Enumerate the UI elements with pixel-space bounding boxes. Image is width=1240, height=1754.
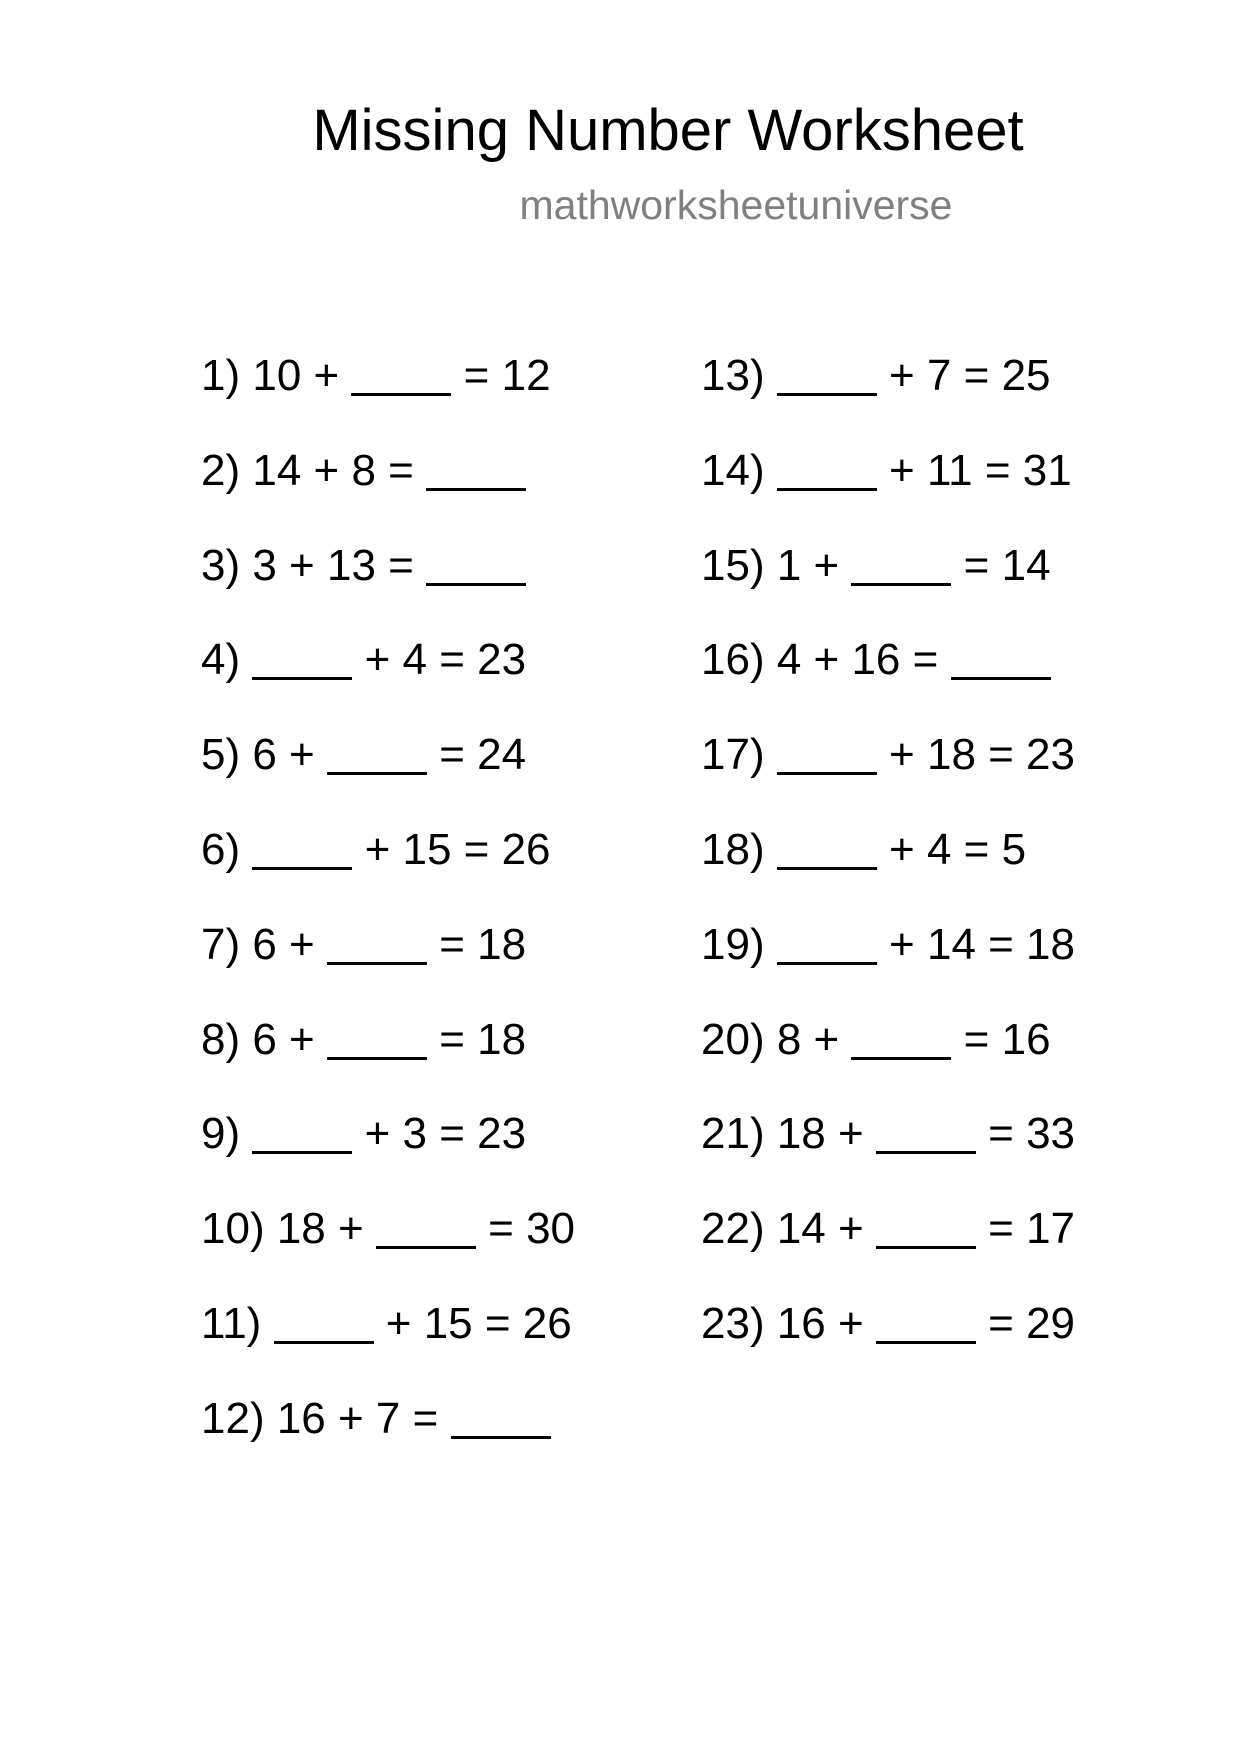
problem-10: [201, 1201, 575, 1296]
problem-number: 20): [701, 1014, 765, 1064]
answer-blank[interactable]: [351, 389, 451, 396]
problem-number: 9): [201, 1109, 241, 1159]
problem-after: = 30: [475, 1204, 576, 1254]
problem-number: 13): [701, 351, 765, 400]
problem-9: [201, 1106, 575, 1201]
problem-after: = 18: [426, 919, 527, 969]
answer-blank[interactable]: [252, 863, 352, 870]
problem-before: 1 +: [776, 540, 852, 590]
answer-blank[interactable]: [876, 1147, 976, 1154]
problem-after: + 4 = 23: [352, 635, 527, 685]
problem-after: + 4 = 5: [876, 824, 1027, 874]
problem-number: 21): [701, 1109, 765, 1159]
problem-number: 16): [701, 635, 765, 685]
answer-blank[interactable]: [252, 1147, 352, 1154]
answer-blank[interactable]: [777, 389, 877, 396]
problem-before: 18 +: [776, 1109, 876, 1159]
problem-before: 16 +: [776, 1298, 876, 1348]
problem-before: 3 + 13 =: [252, 540, 427, 590]
problem-21: [701, 1106, 1075, 1201]
problem-number: 6): [201, 824, 241, 874]
problem-column-left: [201, 348, 575, 1486]
problem-8: [201, 1012, 575, 1107]
problem-number: 14): [701, 445, 765, 495]
problem-before: 14 +: [776, 1204, 876, 1254]
problem-number: 7): [201, 919, 241, 969]
answer-blank[interactable]: [426, 484, 526, 491]
problem-after: + 3 = 23: [352, 1109, 527, 1159]
problem-after: + 7 = 25: [876, 351, 1051, 400]
problem-column-right: [701, 348, 1075, 1391]
problem-before: 10 +: [252, 351, 352, 400]
problem-23: [701, 1296, 1075, 1391]
answer-blank[interactable]: [274, 1337, 374, 1344]
problem-after: = 29: [975, 1298, 1076, 1348]
answer-blank[interactable]: [252, 673, 352, 680]
problem-after: = 17: [975, 1204, 1076, 1254]
problem-4: [201, 632, 575, 727]
problem-12: [201, 1391, 575, 1486]
answer-blank[interactable]: [777, 768, 877, 775]
worksheet-title: Missing Number Worksheet: [312, 98, 1024, 163]
problem-20: [701, 1012, 1075, 1107]
problem-before: 14 + 8 =: [252, 445, 427, 495]
problem-13: [701, 348, 1075, 443]
answer-blank[interactable]: [327, 1053, 427, 1060]
problem-6: [201, 822, 575, 917]
problem-number: 10): [201, 1204, 265, 1254]
problem-before: 6 +: [252, 1014, 327, 1064]
problem-1: [201, 348, 575, 443]
problem-after: + 14 = 18: [876, 919, 1075, 969]
problem-number: 1): [201, 351, 241, 400]
problem-number: 4): [201, 635, 241, 685]
answer-blank[interactable]: [327, 768, 427, 775]
problem-before: 8 +: [776, 1014, 852, 1064]
answer-blank[interactable]: [851, 1053, 951, 1060]
problem-after: + 15 = 26: [352, 824, 551, 874]
answer-blank[interactable]: [777, 484, 877, 491]
answer-blank[interactable]: [327, 958, 427, 965]
problem-number: 5): [201, 730, 241, 780]
problem-after: = 16: [951, 1014, 1051, 1064]
problem-number: 2): [201, 445, 241, 495]
problem-before: 18 +: [276, 1204, 376, 1254]
problem-11: [201, 1296, 575, 1391]
problem-7: [201, 917, 575, 1012]
problem-18: [701, 822, 1075, 917]
problem-5: [201, 727, 575, 822]
problem-number: 15): [701, 540, 765, 590]
problem-number: 17): [701, 730, 765, 780]
answer-blank[interactable]: [376, 1242, 476, 1249]
problem-before: 6 +: [252, 730, 327, 780]
problem-15: [701, 538, 1075, 633]
problem-after: = 24: [426, 730, 527, 780]
problem-after: = 18: [426, 1014, 527, 1064]
problem-number: 18): [701, 824, 765, 874]
answer-blank[interactable]: [451, 1432, 551, 1439]
problem-22: [701, 1201, 1075, 1296]
problem-before: 4 + 16 =: [776, 635, 951, 685]
problem-3: [201, 538, 575, 633]
answer-blank[interactable]: [951, 673, 1051, 680]
problem-number: 3): [201, 540, 241, 590]
problem-number: 23): [701, 1298, 765, 1348]
problem-number: 12): [201, 1393, 265, 1443]
problem-after: + 18 = 23: [876, 730, 1075, 780]
problem-after: + 15 = 26: [373, 1298, 572, 1348]
worksheet-source: mathworksheetuniverse: [519, 182, 953, 228]
answer-blank[interactable]: [777, 958, 877, 965]
problem-14: [701, 443, 1075, 538]
problem-number: 8): [201, 1014, 241, 1064]
problem-17: [701, 727, 1075, 822]
problem-2: [201, 443, 575, 538]
problem-before: 6 +: [252, 919, 327, 969]
problem-number: 11): [201, 1298, 262, 1348]
problem-number: 19): [701, 919, 765, 969]
problem-number: 22): [701, 1204, 765, 1254]
problem-after: = 12: [451, 351, 551, 400]
problem-16: [701, 632, 1075, 727]
answer-blank[interactable]: [876, 1242, 976, 1249]
problem-after: = 33: [975, 1109, 1076, 1159]
problem-after: = 14: [951, 540, 1051, 590]
answer-blank[interactable]: [876, 1337, 976, 1344]
answer-blank[interactable]: [851, 579, 951, 586]
problem-after: + 11 = 31: [876, 445, 1072, 495]
answer-blank[interactable]: [426, 579, 526, 586]
problem-before: 16 + 7 =: [276, 1393, 451, 1443]
problem-19: [701, 917, 1075, 1012]
answer-blank[interactable]: [777, 863, 877, 870]
